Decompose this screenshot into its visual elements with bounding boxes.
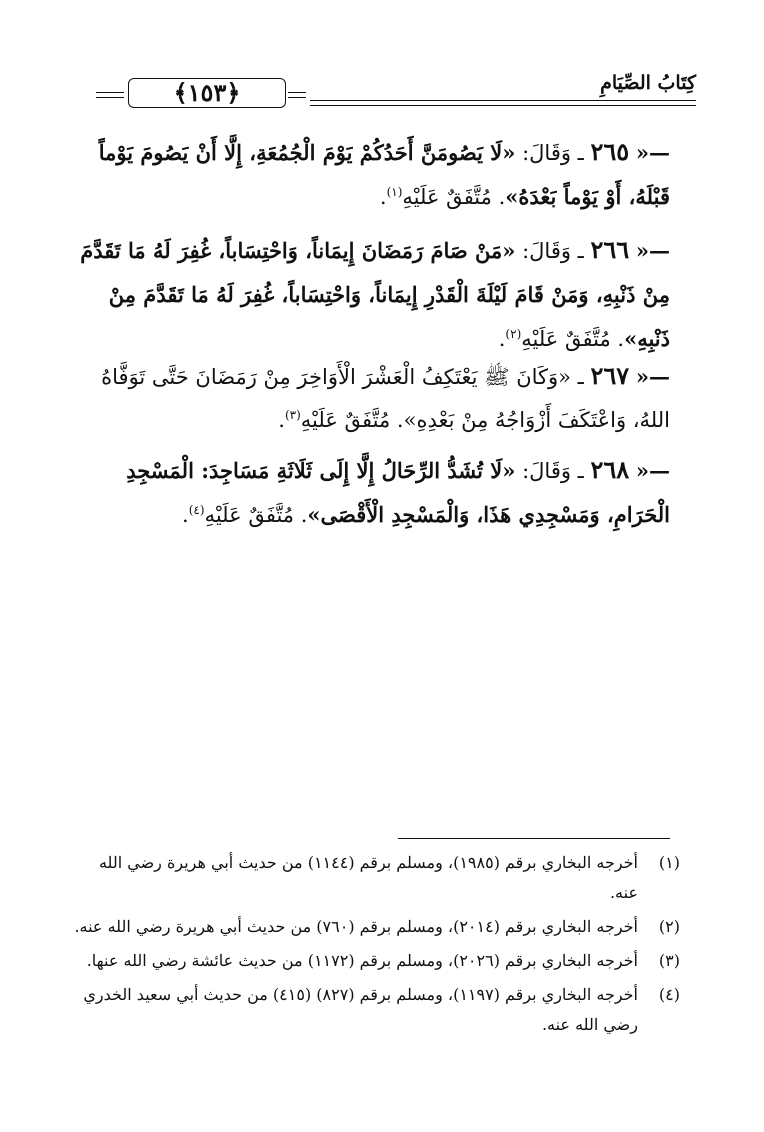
hadith-marker-icon: —« bbox=[635, 238, 670, 263]
hadith-number: ٢٦٧ bbox=[590, 361, 630, 390]
footnote-ref[interactable]: (١) bbox=[386, 185, 403, 199]
hadith-267: —« ٢٦٧ ـ «وَكَانَ ﷺ يَعْتَكِفُ الْعَشْرَ الْأَوَاخِرَ مِنْ رَمَضَانَ حَتَّى تَوَفَّاهُ اللهُ، وَاعْتَكَفَ أَزْوَاجُهُ مِنْ بَعْدِهِ». مُتَّفَقٌ عَلَيْهِ$^{(٣)}$. bbox=[101, 361, 670, 432]
hadith-number: ٢٦٨ bbox=[590, 455, 630, 484]
hadith-ending: . مُتَّفَقٌ عَلَيْهِ bbox=[521, 327, 625, 351]
hadith-intro: ـ وَقَالَ: bbox=[515, 459, 584, 483]
page-number-rule-right bbox=[288, 92, 306, 98]
hadith-marker-icon: —« bbox=[635, 364, 670, 389]
hadith-ending: . مُتَّفَقٌ عَلَيْهِ bbox=[204, 503, 308, 527]
page-number-rule-left bbox=[96, 92, 124, 98]
footnote-text: أخرجه البخاري برقم (١٩٨٥)، ومسلم برقم (١١٤٤) من حديث أبي هريرة رضي الله عنه. bbox=[98, 853, 638, 902]
hadith-quote: «لَا يَصُومَنَّ أَحَدُكُمْ يَوْمَ الْجُمُعَةِ، إِلَّا أَنْ يَصُومَ يَوْماً قَبْلَهُ، أَوْ يَوْماً بَعْدَهُ» bbox=[98, 140, 670, 209]
hadith-quote: «لَا تُشَدُّ الرِّحَالُ إِلَّا إِلَى ثَلَاثَةِ مَسَاجِدَ: الْمَسْجِدِ الْحَرَامِ، وَمَسْجِدِي هَذَا، وَالْمَسْجِدِ الْأَقْصَى» bbox=[126, 458, 670, 527]
hadith-265: —« ٢٦٥ ـ وَقَالَ: «لَا يَصُومَنَّ أَحَدُكُمْ يَوْمَ الْجُمُعَةِ، إِلَّا أَنْ يَصُومَ يَوْماً قَبْلَهُ، أَوْ يَوْماً بَعْدَهُ». مُتَّفَقٌ عَلَيْهِ$^{(١)}$. bbox=[98, 137, 670, 209]
hadith-intro: ـ وَقَالَ: bbox=[515, 239, 584, 263]
page-header bbox=[96, 70, 696, 110]
footnote-text: أخرجه البخاري برقم (٢٠٢٦)، ومسلم برقم (١١٧٢) من حديث عائشة رضي الله عنها. bbox=[86, 951, 638, 970]
footnote-number: (١) bbox=[658, 853, 680, 872]
header-rule bbox=[310, 100, 696, 106]
footnote-item bbox=[68, 912, 680, 942]
footnote-number: (٤) bbox=[658, 985, 680, 1004]
footnote-text: أخرجه البخاري برقم (١١٩٧)، ومسلم برقم (٨٢٧) (٤١٥) من حديث أبي سعيد الخدري رضي الله عنه. bbox=[83, 985, 638, 1034]
book-title: كِتَابُ الصِّيَامِ bbox=[600, 72, 696, 94]
hadith-quote: «وَكَانَ ﷺ يَعْتَكِفُ الْعَشْرَ الْأَوَاخِرَ مِنْ رَمَضَانَ حَتَّى تَوَفَّاهُ اللهُ، وَاعْتَكَفَ أَزْوَاجُهُ مِنْ بَعْدِهِ» bbox=[101, 365, 670, 432]
hadith-quote: «مَنْ صَامَ رَمَضَانَ إِيمَاناً، وَاحْتِسَاباً، غُفِرَ لَهُ مَا تَقَدَّمَ مِنْ ذَنْبِهِ، وَمَنْ قَامَ لَيْلَةَ الْقَدْرِ إِيمَاناً، وَاحْتِسَاباً، غُفِرَ لَهُ مَا تَقَدَّمَ مِنْ ذَنْبِهِ» bbox=[80, 238, 670, 351]
page-number: ﴿١٥٣﴾ bbox=[128, 78, 286, 108]
footnote-number: (٣) bbox=[658, 951, 680, 970]
hadith-266: —« ٢٦٦ ـ وَقَالَ: «مَنْ صَامَ رَمَضَانَ إِيمَاناً، وَاحْتِسَاباً، غُفِرَ لَهُ مَا تَقَدَّمَ مِنْ ذَنْبِهِ، وَمَنْ قَامَ لَيْلَةَ الْقَدْرِ إِيمَاناً، وَاحْتِسَاباً، غُفِرَ لَهُ مَا تَقَدَّمَ مِنْ ذَنْبِهِ». مُتَّفَقٌ عَلَيْهِ$^{(٢)}$. bbox=[80, 235, 670, 351]
footnote-item bbox=[68, 980, 680, 1040]
footnote-text: أخرجه البخاري برقم (٢٠١٤)، ومسلم برقم (٧٦٠) من حديث أبي هريرة رضي الله عنه. bbox=[74, 917, 638, 936]
hadith-number: ٢٦٥ bbox=[590, 137, 630, 166]
footnote-item bbox=[68, 946, 680, 976]
hadith-ending: . مُتَّفَقٌ عَلَيْهِ bbox=[300, 408, 404, 432]
footnote-ref[interactable]: (٣) bbox=[284, 408, 301, 422]
footnote-separator bbox=[398, 838, 670, 839]
page-number-frame bbox=[96, 78, 306, 114]
hadith-marker-icon: —« bbox=[635, 458, 670, 483]
footnote-number: (٢) bbox=[658, 917, 680, 936]
hadith-268: —« ٢٦٨ ـ وَقَالَ: «لَا تُشَدُّ الرِّحَالُ إِلَّا إِلَى ثَلَاثَةِ مَسَاجِدَ: الْمَسْجِدِ الْحَرَامِ، وَمَسْجِدِي هَذَا، وَالْمَسْجِدِ الْأَقْصَى». مُتَّفَقٌ عَلَيْهِ$^{(٤)}$. bbox=[126, 455, 670, 527]
hadith-intro: ـ bbox=[571, 365, 584, 389]
hadith-ending: . مُتَّفَقٌ عَلَيْهِ bbox=[402, 185, 506, 209]
footnote-item bbox=[68, 848, 680, 908]
hadith-intro: ـ وَقَالَ: bbox=[515, 141, 584, 165]
footnotes bbox=[68, 848, 680, 1044]
footnote-ref[interactable]: (٤) bbox=[188, 503, 205, 517]
hadith-number: ٢٦٦ bbox=[590, 235, 630, 264]
footnote-ref[interactable]: (٢) bbox=[505, 327, 522, 341]
hadith-marker-icon: —« bbox=[635, 140, 670, 165]
